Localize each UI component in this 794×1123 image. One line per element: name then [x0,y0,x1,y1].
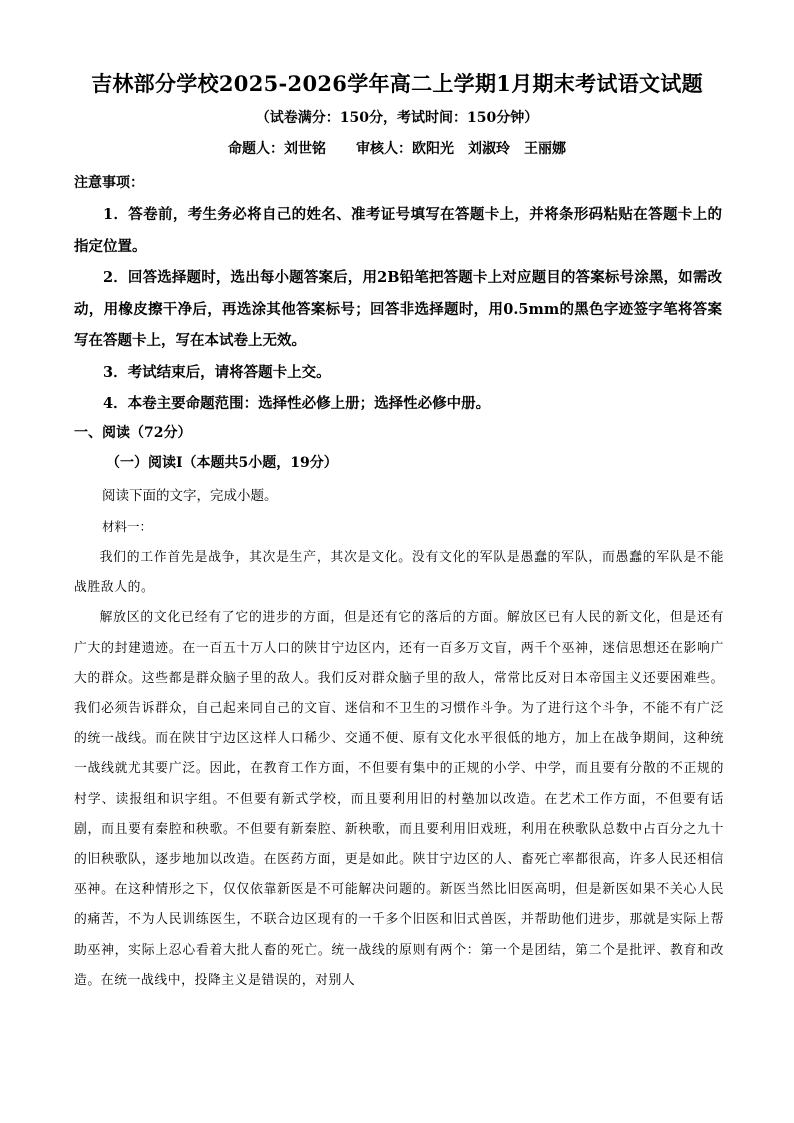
reading-instruction: 阅读下面的文字，完成小题。 [102,488,278,504]
notice-item-1: 1．答卷前，考生务必将自己的姓名、准考证号填写在答题卡上，并将条形码粘贴在答题卡上的指定位置。 [74,206,722,255]
notice-item-2: 2．回答选择题时，选出每小题答案后，用2B铅笔把答题卡上对应题目的答案标号涂黑，如需改动，用橡皮擦干净后，再选涂其他答案标号；回答非选择题时，用0.5mm的黑色字迹签字笔将答案写在答题卡上，写在本试卷上无效。 [74,269,722,349]
section-heading: 一、阅读（72分） [74,425,192,441]
notice-heading: 注意事项： [74,175,144,191]
section-subheading: （一）阅读Ⅰ（本题共5小题，19分） [106,455,338,471]
material-paragraph: 我们的工作首先是战争，其次是生产，其次是文化。没有文化的军队是愚蠢的军队，而愚蠢的军队是不能战胜敌人的。 [74,550,724,596]
material-body [74,543,724,996]
exam-title: 吉林部分学校2025-2026学年高二上学期1月期末考试语文试题 [91,71,703,96]
material-label: 材料一： [102,519,153,534]
exam-subtitle: （试卷满分：150分，考试时间：150分钟） [255,110,539,126]
exam-authors [0,138,794,158]
notice-list [74,199,722,420]
reviewer-label: 审核人：欧阳光 刘淑玲 王丽娜 [356,141,566,157]
notice-item-3: 3．考试结束后，请将答题卡上交。 [103,363,331,381]
notice-item-4: 4．本卷主要命题范围：选择性必修上册；选择性必修中册。 [103,395,491,412]
material-paragraph: 解放区的文化已经有了它的进步的方面，但是还有它的落后的方面。解放区已有人民的新文化，但是还有广大的封建遗迹。在一百五十万人口的陕甘宁边区内，还有一百多万文盲，两千个巫神，迷信思想还在影响广大的群众。这些都是群众脑子里的敌人。我们反对群众脑子里的敌人，常常比反对日本帝国主义还要困难些。我们必须告诉群众，自己起来同自己的文盲、迷信和不卫生的习惯作斗争。为了进行这个斗争，不能不有广泛的统一战线。而在陕甘宁边区这样人口稀少、交通不便、原有文化水平很低的地方，加上在战争期间，这种统一战线就尤其要广泛。因此，在教育工作方面，不但要有集中的正规的小学、中学，而且要有分散的不正规的村学、读报组和识字组。不但要有新式学校，而且要利用旧的村塾加以改造。在艺术工作方面，不但要有话剧，而且要有秦腔和秧歌。不但要有新秦腔、新秧歌，而且要利用旧戏班，利用在秧歌队总数中占百分之九十的旧秧歌队，逐步地加以改造。在医药方面，更是如此。陕甘宁边区的人、畜死亡率都很高，许多人民还相信巫神。在这种情形之下，仅仅依靠新医是不可能解决问题的。新医当然比旧医高明，但是新医如果不关心人民的痛苦，不为人民训练医生，不联合边区现有的一千多个旧医和旧式兽医，并帮助他们进步，那就是实际上帮助巫神，实际上忍心看着大批人畜的死亡。统一战线的原则有两个：第一个是团结，第二个是批评、教育和改造。在统一战线中，投降主义是错误的，对别人 [74,610,724,988]
setter-label: 命题人：刘世铭 [228,141,326,157]
